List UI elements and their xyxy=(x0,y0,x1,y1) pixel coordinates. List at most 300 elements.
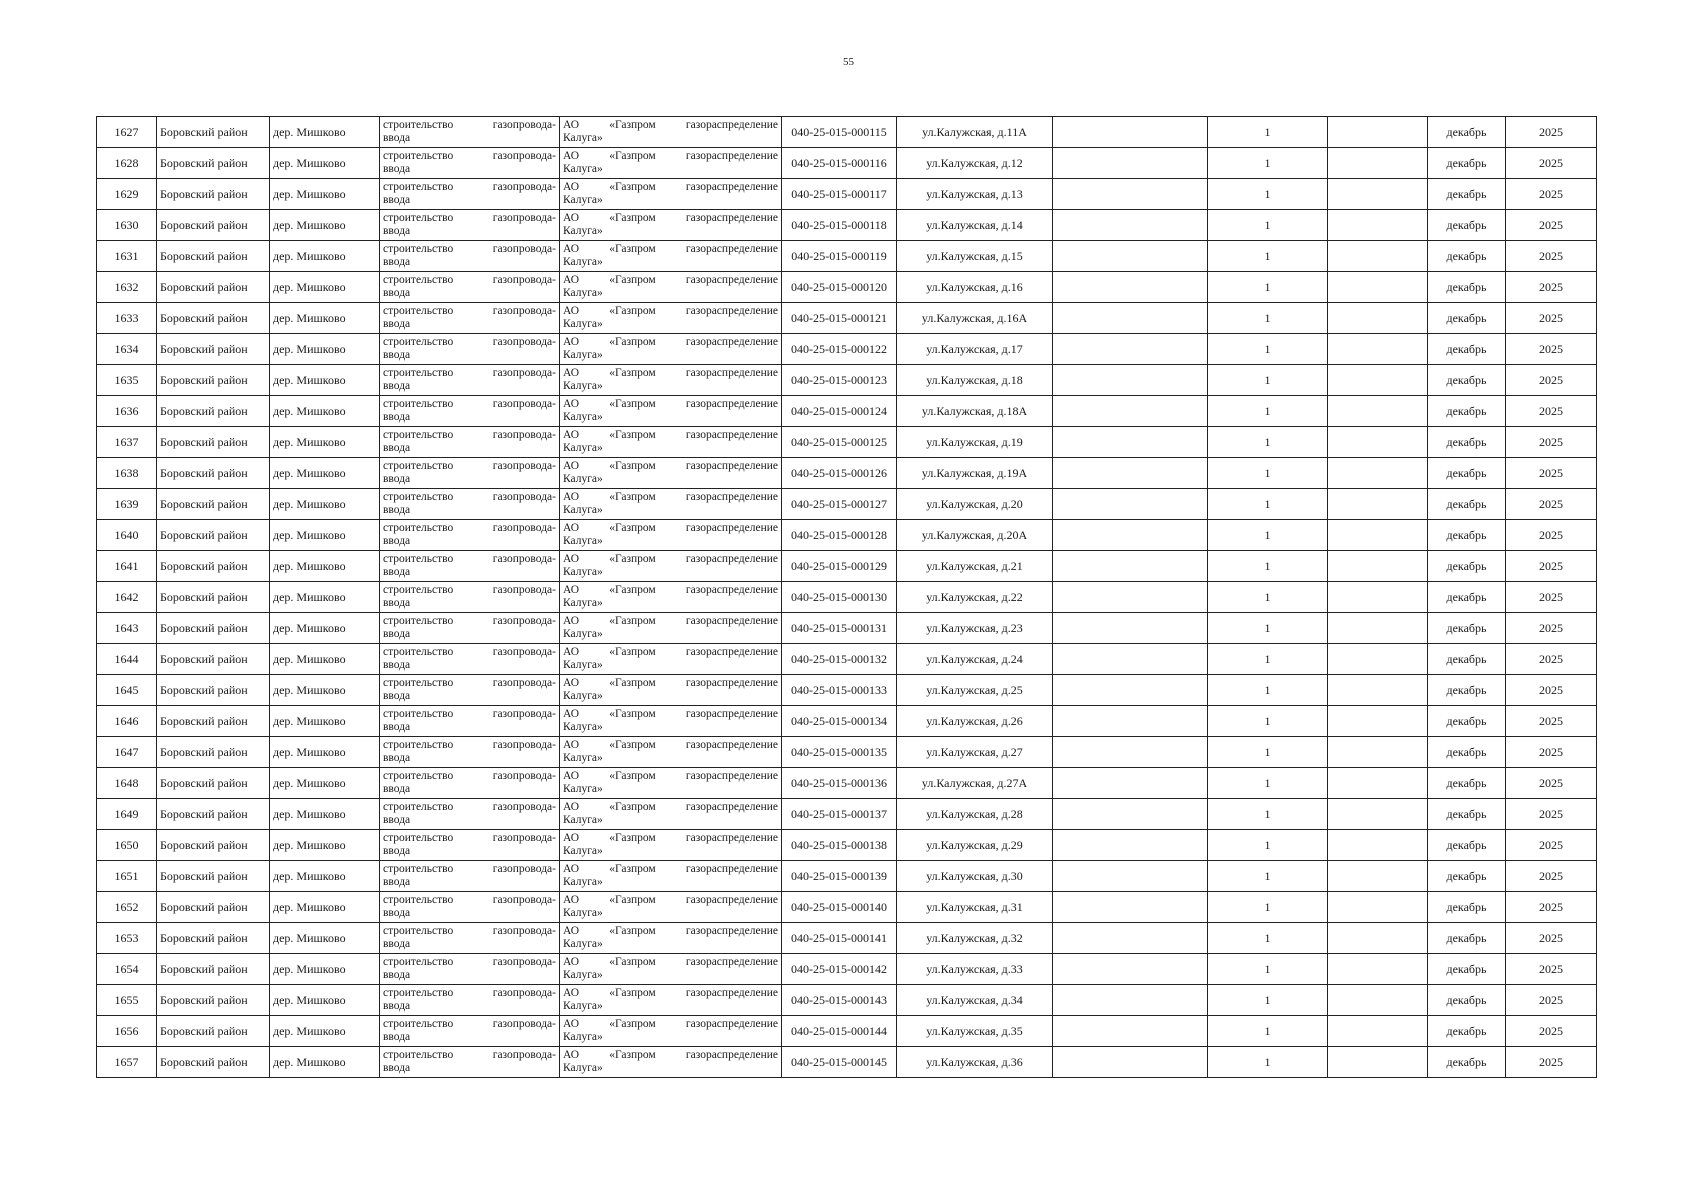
quantity-cell: 1 xyxy=(1208,799,1328,830)
work-type-line-2: ввода xyxy=(383,1062,411,1074)
month-cell: декабрь xyxy=(1428,396,1506,427)
work-type-cell xyxy=(380,830,560,861)
organization-word: «Газпром xyxy=(609,894,656,906)
address-cell: ул.Калужская, д.16 xyxy=(897,272,1053,303)
organization-cell xyxy=(560,520,782,551)
work-type-word: газопровода- xyxy=(492,956,556,968)
organization-line-2: Калуга» xyxy=(563,721,603,733)
object-code-cell: 040-25-015-000119 xyxy=(782,241,897,272)
quantity-cell: 1 xyxy=(1208,334,1328,365)
organization-line-2: Калуга» xyxy=(563,132,603,144)
district-cell: Боровский район xyxy=(157,117,270,148)
organization-line-1 xyxy=(563,398,778,411)
month-cell: декабрь xyxy=(1428,830,1506,861)
work-type-line-1 xyxy=(383,925,556,938)
organization-line-2: Калуга» xyxy=(563,597,603,609)
organization-word: газораспределение xyxy=(685,987,778,999)
locality-cell: дер. Мишково xyxy=(270,799,380,830)
work-type-cell xyxy=(380,799,560,830)
work-type-line-1 xyxy=(383,677,556,690)
work-type-word: строительство xyxy=(383,367,454,379)
locality-cell: дер. Мишково xyxy=(270,520,380,551)
empty-cell xyxy=(1328,303,1428,334)
organization-word: газораспределение xyxy=(685,584,778,596)
object-code-cell: 040-25-015-000133 xyxy=(782,675,897,706)
year-cell: 2025 xyxy=(1506,613,1597,644)
district-cell: Боровский район xyxy=(157,644,270,675)
object-code-cell: 040-25-015-000127 xyxy=(782,489,897,520)
year-cell: 2025 xyxy=(1506,923,1597,954)
locality-cell: дер. Мишково xyxy=(270,458,380,489)
object-code-cell: 040-25-015-000134 xyxy=(782,706,897,737)
empty-cell xyxy=(1053,458,1208,489)
work-type-cell xyxy=(380,489,560,520)
work-type-cell xyxy=(380,675,560,706)
locality-cell: дер. Мишково xyxy=(270,706,380,737)
month-cell: декабрь xyxy=(1428,582,1506,613)
year-cell: 2025 xyxy=(1506,117,1597,148)
organization-line-1 xyxy=(563,212,778,225)
organization-line-1 xyxy=(563,553,778,566)
organization-word: АО xyxy=(563,212,580,224)
organization-word: АО xyxy=(563,1049,580,1061)
work-type-cell xyxy=(380,241,560,272)
empty-cell xyxy=(1328,1047,1428,1078)
quantity-cell: 1 xyxy=(1208,365,1328,396)
organization-word: «Газпром xyxy=(609,832,656,844)
object-code-cell: 040-25-015-000144 xyxy=(782,1016,897,1047)
empty-cell xyxy=(1328,1016,1428,1047)
organization-cell xyxy=(560,334,782,365)
work-type-line-1 xyxy=(383,336,556,349)
month-cell: декабрь xyxy=(1428,489,1506,520)
address-cell: ул.Калужская, д.25 xyxy=(897,675,1053,706)
district-cell: Боровский район xyxy=(157,427,270,458)
month-cell: декабрь xyxy=(1428,861,1506,892)
month-cell: декабрь xyxy=(1428,334,1506,365)
organization-line-2: Калуга» xyxy=(563,814,603,826)
organization-word: газораспределение xyxy=(685,429,778,441)
organization-line-2: Калуга» xyxy=(563,752,603,764)
empty-cell xyxy=(1053,799,1208,830)
year-cell: 2025 xyxy=(1506,427,1597,458)
month-cell: декабрь xyxy=(1428,551,1506,582)
quantity-cell: 1 xyxy=(1208,458,1328,489)
district-cell: Боровский район xyxy=(157,179,270,210)
organization-word: АО xyxy=(563,243,580,255)
organization-line-2: Калуга» xyxy=(563,287,603,299)
quantity-cell: 1 xyxy=(1208,520,1328,551)
organization-word: газораспределение xyxy=(685,956,778,968)
month-cell: декабрь xyxy=(1428,210,1506,241)
month-cell: декабрь xyxy=(1428,1047,1506,1078)
organization-line-1 xyxy=(563,243,778,256)
object-code-cell: 040-25-015-000123 xyxy=(782,365,897,396)
empty-cell xyxy=(1053,365,1208,396)
organization-word: «Газпром xyxy=(609,987,656,999)
work-type-cell xyxy=(380,706,560,737)
locality-cell: дер. Мишково xyxy=(270,892,380,923)
locality-cell: дер. Мишково xyxy=(270,241,380,272)
organization-line-1 xyxy=(563,832,778,845)
empty-cell xyxy=(1053,768,1208,799)
month-cell: декабрь xyxy=(1428,675,1506,706)
district-cell: Боровский район xyxy=(157,954,270,985)
empty-cell xyxy=(1053,1016,1208,1047)
object-code-cell: 040-25-015-000138 xyxy=(782,830,897,861)
object-code-cell: 040-25-015-000124 xyxy=(782,396,897,427)
table-row xyxy=(97,458,1597,489)
month-cell: декабрь xyxy=(1428,613,1506,644)
quantity-cell: 1 xyxy=(1208,954,1328,985)
year-cell: 2025 xyxy=(1506,365,1597,396)
address-cell: ул.Калужская, д.31 xyxy=(897,892,1053,923)
organization-word: «Газпром xyxy=(609,243,656,255)
locality-cell: дер. Мишково xyxy=(270,985,380,1016)
table-row xyxy=(97,1016,1597,1047)
organization-word: АО xyxy=(563,584,580,596)
organization-word: «Газпром xyxy=(609,181,656,193)
month-cell: декабрь xyxy=(1428,148,1506,179)
month-cell: декабрь xyxy=(1428,644,1506,675)
locality-cell: дер. Мишково xyxy=(270,675,380,706)
quantity-cell: 1 xyxy=(1208,613,1328,644)
month-cell: декабрь xyxy=(1428,706,1506,737)
organization-line-1 xyxy=(563,491,778,504)
organization-line-1 xyxy=(563,863,778,876)
object-code-cell: 040-25-015-000128 xyxy=(782,520,897,551)
month-cell: декабрь xyxy=(1428,799,1506,830)
quantity-cell: 1 xyxy=(1208,148,1328,179)
work-type-word: газопровода- xyxy=(492,460,556,472)
organization-cell xyxy=(560,303,782,334)
district-cell: Боровский район xyxy=(157,458,270,489)
organization-word: газораспределение xyxy=(685,770,778,782)
page-number: 55 xyxy=(843,56,854,68)
work-type-cell xyxy=(380,613,560,644)
district-cell: Боровский район xyxy=(157,923,270,954)
empty-cell xyxy=(1328,613,1428,644)
address-cell: ул.Калужская, д.16А xyxy=(897,303,1053,334)
month-cell: декабрь xyxy=(1428,985,1506,1016)
work-type-line-1 xyxy=(383,181,556,194)
quantity-cell: 1 xyxy=(1208,830,1328,861)
address-cell: ул.Калужская, д.21 xyxy=(897,551,1053,582)
work-type-word: газопровода- xyxy=(492,1018,556,1030)
organization-word: АО xyxy=(563,863,580,875)
work-type-line-2: ввода xyxy=(383,163,411,175)
organization-word: «Газпром xyxy=(609,1049,656,1061)
organization-word: АО xyxy=(563,181,580,193)
table-row xyxy=(97,272,1597,303)
district-cell: Боровский район xyxy=(157,1016,270,1047)
organization-word: газораспределение xyxy=(685,801,778,813)
organization-cell xyxy=(560,706,782,737)
organization-word: АО xyxy=(563,894,580,906)
district-cell: Боровский район xyxy=(157,551,270,582)
work-type-line-2: ввода xyxy=(383,566,411,578)
year-cell: 2025 xyxy=(1506,210,1597,241)
empty-cell xyxy=(1328,427,1428,458)
row-number: 1628 xyxy=(97,148,157,179)
row-number: 1633 xyxy=(97,303,157,334)
table-row xyxy=(97,210,1597,241)
organization-cell xyxy=(560,365,782,396)
organization-word: АО xyxy=(563,708,580,720)
work-type-word: строительство xyxy=(383,336,454,348)
year-cell: 2025 xyxy=(1506,1016,1597,1047)
address-cell: ул.Калужская, д.27 xyxy=(897,737,1053,768)
month-cell: декабрь xyxy=(1428,737,1506,768)
empty-cell xyxy=(1328,830,1428,861)
object-code-cell: 040-25-015-000145 xyxy=(782,1047,897,1078)
table-row xyxy=(97,179,1597,210)
organization-cell xyxy=(560,241,782,272)
organization-word: газораспределение xyxy=(685,212,778,224)
empty-cell xyxy=(1328,148,1428,179)
organization-word: газораспределение xyxy=(685,491,778,503)
month-cell: декабрь xyxy=(1428,117,1506,148)
empty-cell xyxy=(1053,985,1208,1016)
organization-line-2: Калуга» xyxy=(563,504,603,516)
year-cell: 2025 xyxy=(1506,489,1597,520)
work-type-cell xyxy=(380,210,560,241)
work-type-word: газопровода- xyxy=(492,181,556,193)
organization-word: АО xyxy=(563,832,580,844)
organization-cell xyxy=(560,427,782,458)
work-type-word: строительство xyxy=(383,181,454,193)
year-cell: 2025 xyxy=(1506,458,1597,489)
work-type-line-2: ввода xyxy=(383,690,411,702)
organization-word: АО xyxy=(563,739,580,751)
month-cell: декабрь xyxy=(1428,458,1506,489)
empty-cell xyxy=(1328,551,1428,582)
empty-cell xyxy=(1053,334,1208,365)
year-cell: 2025 xyxy=(1506,830,1597,861)
empty-cell xyxy=(1328,954,1428,985)
organization-word: газораспределение xyxy=(685,553,778,565)
work-type-cell xyxy=(380,117,560,148)
locality-cell: дер. Мишково xyxy=(270,427,380,458)
address-cell: ул.Калужская, д.14 xyxy=(897,210,1053,241)
organization-line-2: Калуга» xyxy=(563,690,603,702)
organization-word: «Газпром xyxy=(609,491,656,503)
work-type-word: газопровода- xyxy=(492,119,556,131)
table-row xyxy=(97,892,1597,923)
work-type-line-2: ввода xyxy=(383,225,411,237)
organization-line-2: Калуга» xyxy=(563,1031,603,1043)
organization-word: «Газпром xyxy=(609,119,656,131)
work-type-line-1 xyxy=(383,150,556,163)
object-code-cell: 040-25-015-000130 xyxy=(782,582,897,613)
organization-word: газораспределение xyxy=(685,677,778,689)
organization-line-1 xyxy=(563,367,778,380)
organization-word: газораспределение xyxy=(685,708,778,720)
address-cell: ул.Калужская, д.33 xyxy=(897,954,1053,985)
row-number: 1631 xyxy=(97,241,157,272)
month-cell: декабрь xyxy=(1428,179,1506,210)
work-type-line-1 xyxy=(383,429,556,442)
work-type-line-1 xyxy=(383,553,556,566)
work-type-word: газопровода- xyxy=(492,801,556,813)
organization-line-2: Калуга» xyxy=(563,1062,603,1074)
district-cell: Боровский район xyxy=(157,830,270,861)
address-cell: ул.Калужская, д.30 xyxy=(897,861,1053,892)
address-cell: ул.Калужская, д.34 xyxy=(897,985,1053,1016)
district-cell: Боровский район xyxy=(157,210,270,241)
empty-cell xyxy=(1328,675,1428,706)
quantity-cell: 1 xyxy=(1208,582,1328,613)
work-type-word: строительство xyxy=(383,925,454,937)
organization-word: газораспределение xyxy=(685,894,778,906)
work-type-word: строительство xyxy=(383,150,454,162)
object-code-cell: 040-25-015-000115 xyxy=(782,117,897,148)
empty-cell xyxy=(1328,334,1428,365)
empty-cell xyxy=(1328,365,1428,396)
organization-line-1 xyxy=(563,1049,778,1062)
organization-word: АО xyxy=(563,305,580,317)
month-cell: декабрь xyxy=(1428,1016,1506,1047)
work-type-cell xyxy=(380,427,560,458)
work-type-word: газопровода- xyxy=(492,522,556,534)
organization-word: газораспределение xyxy=(685,615,778,627)
table-row xyxy=(97,241,1597,272)
district-cell: Боровский район xyxy=(157,489,270,520)
table-row xyxy=(97,303,1597,334)
work-type-cell xyxy=(380,148,560,179)
quantity-cell: 1 xyxy=(1208,272,1328,303)
work-type-cell xyxy=(380,520,560,551)
work-type-word: строительство xyxy=(383,584,454,596)
address-cell: ул.Калужская, д.28 xyxy=(897,799,1053,830)
district-cell: Боровский район xyxy=(157,582,270,613)
work-type-line-1 xyxy=(383,119,556,132)
table-row xyxy=(97,706,1597,737)
empty-cell xyxy=(1328,861,1428,892)
quantity-cell: 1 xyxy=(1208,644,1328,675)
empty-cell xyxy=(1053,1047,1208,1078)
work-type-line-1 xyxy=(383,522,556,535)
organization-word: газораспределение xyxy=(685,119,778,131)
organization-cell xyxy=(560,272,782,303)
table-row xyxy=(97,830,1597,861)
organization-line-1 xyxy=(563,925,778,938)
organization-word: «Газпром xyxy=(609,367,656,379)
organization-line-1 xyxy=(563,150,778,163)
address-cell: ул.Калужская, д.20 xyxy=(897,489,1053,520)
work-type-line-2: ввода xyxy=(383,907,411,919)
work-type-cell xyxy=(380,582,560,613)
organization-word: АО xyxy=(563,460,580,472)
work-type-word: строительство xyxy=(383,398,454,410)
organization-line-1 xyxy=(563,336,778,349)
row-number: 1653 xyxy=(97,923,157,954)
organization-cell xyxy=(560,210,782,241)
organization-line-2: Калуга» xyxy=(563,969,603,981)
work-type-line-2: ввода xyxy=(383,256,411,268)
organization-line-2: Калуга» xyxy=(563,225,603,237)
empty-cell xyxy=(1053,861,1208,892)
table-row xyxy=(97,117,1597,148)
work-type-word: газопровода- xyxy=(492,770,556,782)
empty-cell xyxy=(1053,489,1208,520)
empty-cell xyxy=(1053,396,1208,427)
organization-line-2: Калуга» xyxy=(563,256,603,268)
row-number: 1630 xyxy=(97,210,157,241)
table-row xyxy=(97,1047,1597,1078)
quantity-cell: 1 xyxy=(1208,396,1328,427)
table-row xyxy=(97,489,1597,520)
work-type-line-1 xyxy=(383,646,556,659)
organization-word: газораспределение xyxy=(685,336,778,348)
object-code-cell: 040-25-015-000132 xyxy=(782,644,897,675)
object-code-cell: 040-25-015-000139 xyxy=(782,861,897,892)
work-type-line-2: ввода xyxy=(383,876,411,888)
district-cell: Боровский район xyxy=(157,365,270,396)
year-cell: 2025 xyxy=(1506,799,1597,830)
locality-cell: дер. Мишково xyxy=(270,923,380,954)
locality-cell: дер. Мишково xyxy=(270,954,380,985)
row-number: 1656 xyxy=(97,1016,157,1047)
organization-word: АО xyxy=(563,987,580,999)
organization-word: «Газпром xyxy=(609,460,656,472)
organization-cell xyxy=(560,985,782,1016)
organization-cell xyxy=(560,489,782,520)
locality-cell: дер. Мишково xyxy=(270,117,380,148)
organization-line-1 xyxy=(563,801,778,814)
work-type-line-2: ввода xyxy=(383,938,411,950)
work-type-word: газопровода- xyxy=(492,677,556,689)
work-type-word: строительство xyxy=(383,708,454,720)
work-type-line-1 xyxy=(383,956,556,969)
organization-word: газораспределение xyxy=(685,522,778,534)
work-type-word: строительство xyxy=(383,987,454,999)
empty-cell xyxy=(1053,520,1208,551)
organization-line-2: Калуга» xyxy=(563,845,603,857)
locality-cell: дер. Мишково xyxy=(270,551,380,582)
year-cell: 2025 xyxy=(1506,582,1597,613)
row-number: 1636 xyxy=(97,396,157,427)
quantity-cell: 1 xyxy=(1208,551,1328,582)
quantity-cell: 1 xyxy=(1208,117,1328,148)
work-type-line-1 xyxy=(383,460,556,473)
quantity-cell: 1 xyxy=(1208,675,1328,706)
address-cell: ул.Калужская, д.27А xyxy=(897,768,1053,799)
work-type-word: газопровода- xyxy=(492,212,556,224)
organization-line-1 xyxy=(563,1018,778,1031)
work-type-line-1 xyxy=(383,770,556,783)
organization-line-1 xyxy=(563,305,778,318)
month-cell: декабрь xyxy=(1428,365,1506,396)
month-cell: декабрь xyxy=(1428,768,1506,799)
empty-cell xyxy=(1328,799,1428,830)
work-type-word: газопровода- xyxy=(492,925,556,937)
empty-cell xyxy=(1328,737,1428,768)
registry-table xyxy=(96,116,1597,1078)
empty-cell xyxy=(1328,985,1428,1016)
organization-line-2: Калуга» xyxy=(563,628,603,640)
organization-line-1 xyxy=(563,646,778,659)
work-type-line-2: ввода xyxy=(383,473,411,485)
work-type-line-1 xyxy=(383,615,556,628)
table-row xyxy=(97,427,1597,458)
empty-cell xyxy=(1053,117,1208,148)
quantity-cell: 1 xyxy=(1208,985,1328,1016)
district-cell: Боровский район xyxy=(157,520,270,551)
district-cell: Боровский район xyxy=(157,799,270,830)
empty-cell xyxy=(1328,706,1428,737)
district-cell: Боровский район xyxy=(157,892,270,923)
